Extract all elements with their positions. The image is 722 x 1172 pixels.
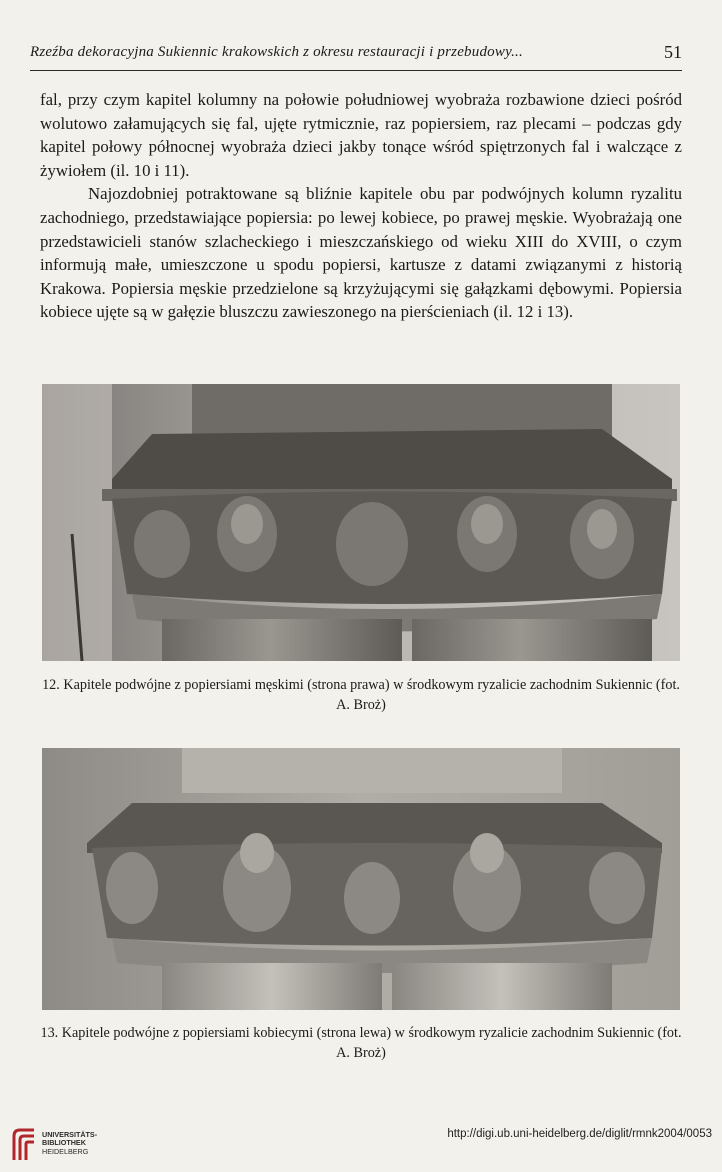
library-emblem-icon [8,1124,40,1164]
logo-text [42,1131,97,1156]
paragraph-2: Najozdobniej potraktowane są bliźnie kapitele obu par podwójnych kolumn ryzalitu zachodniego, przedstawiające popiersia: po lewej kobiece, po prawej męskie. Wyobrażają one przedstawicieli stanów szlacheckiego i mieszczańskiego od wieku XIII do XVIII, o czym informują małe, umieszczone u spodu popiersi, kartusze z datami związanymi z historią Krakowa. Popiersia męskie przedzielone są krzyżującymi się gałązkami dębowymi. Popiersia kobiece ujęte są w gałęzie bluszczu zawieszonego na pierścieniach (il. 12 i 13). [40,184,682,322]
running-header [30,40,682,71]
figure-13-photo [42,748,680,1010]
figure-13-caption: 13. Kapitele podwójne z popiersiami kobiecymi (strona lewa) w środkowym ryzalicie zachodnim Sukiennic (fot. A. Broż) [40,1025,682,1061]
capital-male-busts-image [42,384,680,661]
logo-line-1: UNIVERSITÄTS- [42,1130,98,1139]
body-text [40,88,682,324]
figure-12-caption: 12. Kapitele podwójne z popiersiami męskimi (strona prawa) w środkowym ryzalicie zachodnim Sukiennic (fot. A. Broż) [42,677,680,713]
heidelberg-library-logo [8,1122,128,1166]
source-url-link[interactable]: http://digi.ub.uni-heidelberg.de/diglit/rmnk2004/0053 [447,1128,712,1140]
logo-line-3: HEIDELBERG [42,1146,89,1156]
paragraph-1: fal, przy czym kapitel kolumny na połowie południowej wyobraża rozbawione dzieci pośród wolutowo załamujących się fal, ujęte rytmicznie, raz popiersiem, raz plecami – podczas gdy kapitel połowy północnej wyobraża dzieci jakby tonące wśród spiętrzonych fal i walczące z żywiołem (il. 10 i 11). [40,90,682,180]
header-title: Rzeźba dekoracyjna Sukiennic krakowskich z okresu restauracji i przebudowy... [30,44,523,60]
page-number: 51 [664,42,682,62]
figure-12-photo [42,384,680,661]
logo-line-2: BIBLIOTHEK [42,1138,86,1148]
capital-female-busts-image [42,748,680,1010]
